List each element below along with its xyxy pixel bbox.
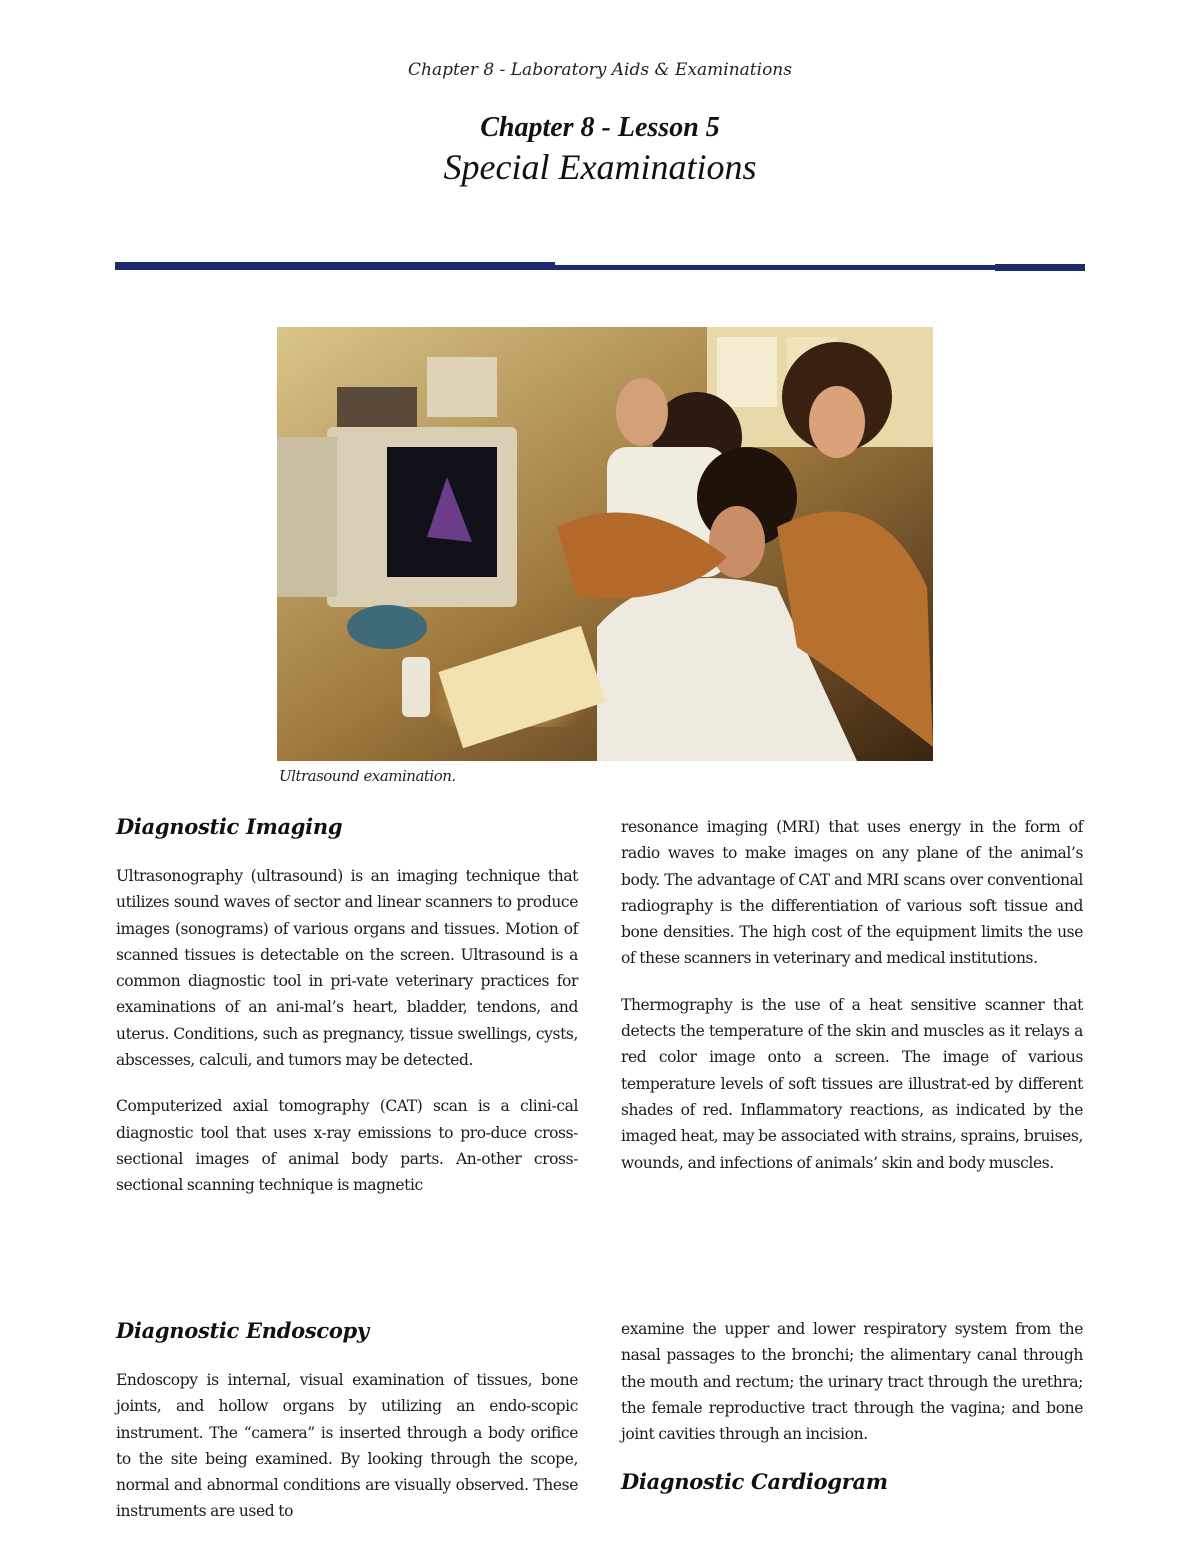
paragraph-endoscopy-continued: examine the upper and lower respiratory system from the nasal passages to the bronchi; the alimentary canal through the mouth and rectum; the urinary tract through the urethra; the female reproductive tract through the vagina; and bone joint cavities through an incision. (621, 1320, 1083, 1444)
endoscopy-right-column (621, 1316, 1083, 1518)
imaging-left-column (116, 814, 578, 1219)
title-rule-end (995, 264, 1085, 271)
paragraph-cat-scan: Computerized axial tomography (CAT) scan is a clini-cal diagnostic tool that uses x-ray emissions to pro-duce cross-sectional images of animal body parts. An-other cross-sectional scanning technique is magnetic (116, 1097, 578, 1195)
endoscopy-left-column (116, 1318, 578, 1545)
title-rule (115, 265, 1085, 270)
heading-diagnostic-endoscopy: Diagnostic Endoscopy (116, 1318, 369, 1343)
imaging-right-column (621, 814, 1083, 1196)
page-title: Special Examinations (443, 147, 757, 187)
lesson-title: Chapter 8 - Lesson 5 (480, 112, 720, 143)
heading-diagnostic-cardiogram: Diagnostic Cardiogram (621, 1469, 888, 1495)
paragraph-ultrasound: Ultrasonography (ultrasound) is an imaging technique that utilizes sound waves of sector and linear scanners to produce images (sonograms) of various organs and tissues. Motion of scanned tissues is detectable on the screen. Ultrasound is a common diagnostic tool in pri-vate veterinary practices for examinations of an ani-mal’s heart, bladder, tendons, and uterus. Conditions, such as pregnancy, tissue swellings, cysts, abscesses, calculi, and tumors may be detected. (116, 867, 578, 1070)
heading-diagnostic-imaging: Diagnostic Imaging (116, 814, 343, 839)
paragraph-mri: resonance imaging (MRI) that uses energy in the form of radio waves to make images on any plane of the animal’s body. The advantage of CAT and MRI scans over conventional radiography is the differentiation of various soft tissue and bone densities. The high cost of the equipment limits the use of these scanners in veterinary and medical institutions. (621, 818, 1083, 968)
running-head: Chapter 8 - Laboratory Aids & Examinations (408, 60, 792, 80)
paragraph-endoscopy: Endoscopy is internal, visual examination of tissues, bone joints, and hollow organs by utilizing an endo-scopic instrument. The “camera” is inserted through a body orifice to the site being examined. By looking through the scope, normal and abnormal conditions are visually observed. These instruments are used to (116, 1371, 578, 1521)
ultrasound-photo (277, 327, 933, 761)
paragraph-thermography: Thermography is the use of a heat sensitive scanner that detects the temperature of the skin and muscles as it relays a red color image onto a screen. The image of various temperature levels of soft tissues are illustrat-ed by different shades of red. Inflammatory reactions, as indicated by the imaged heat, may be associated with strains, sprains, bruises, wounds, and infections of animals’ skin and body muscles. (621, 995, 1083, 1172)
figure-caption: Ultrasound examination. (279, 767, 456, 785)
